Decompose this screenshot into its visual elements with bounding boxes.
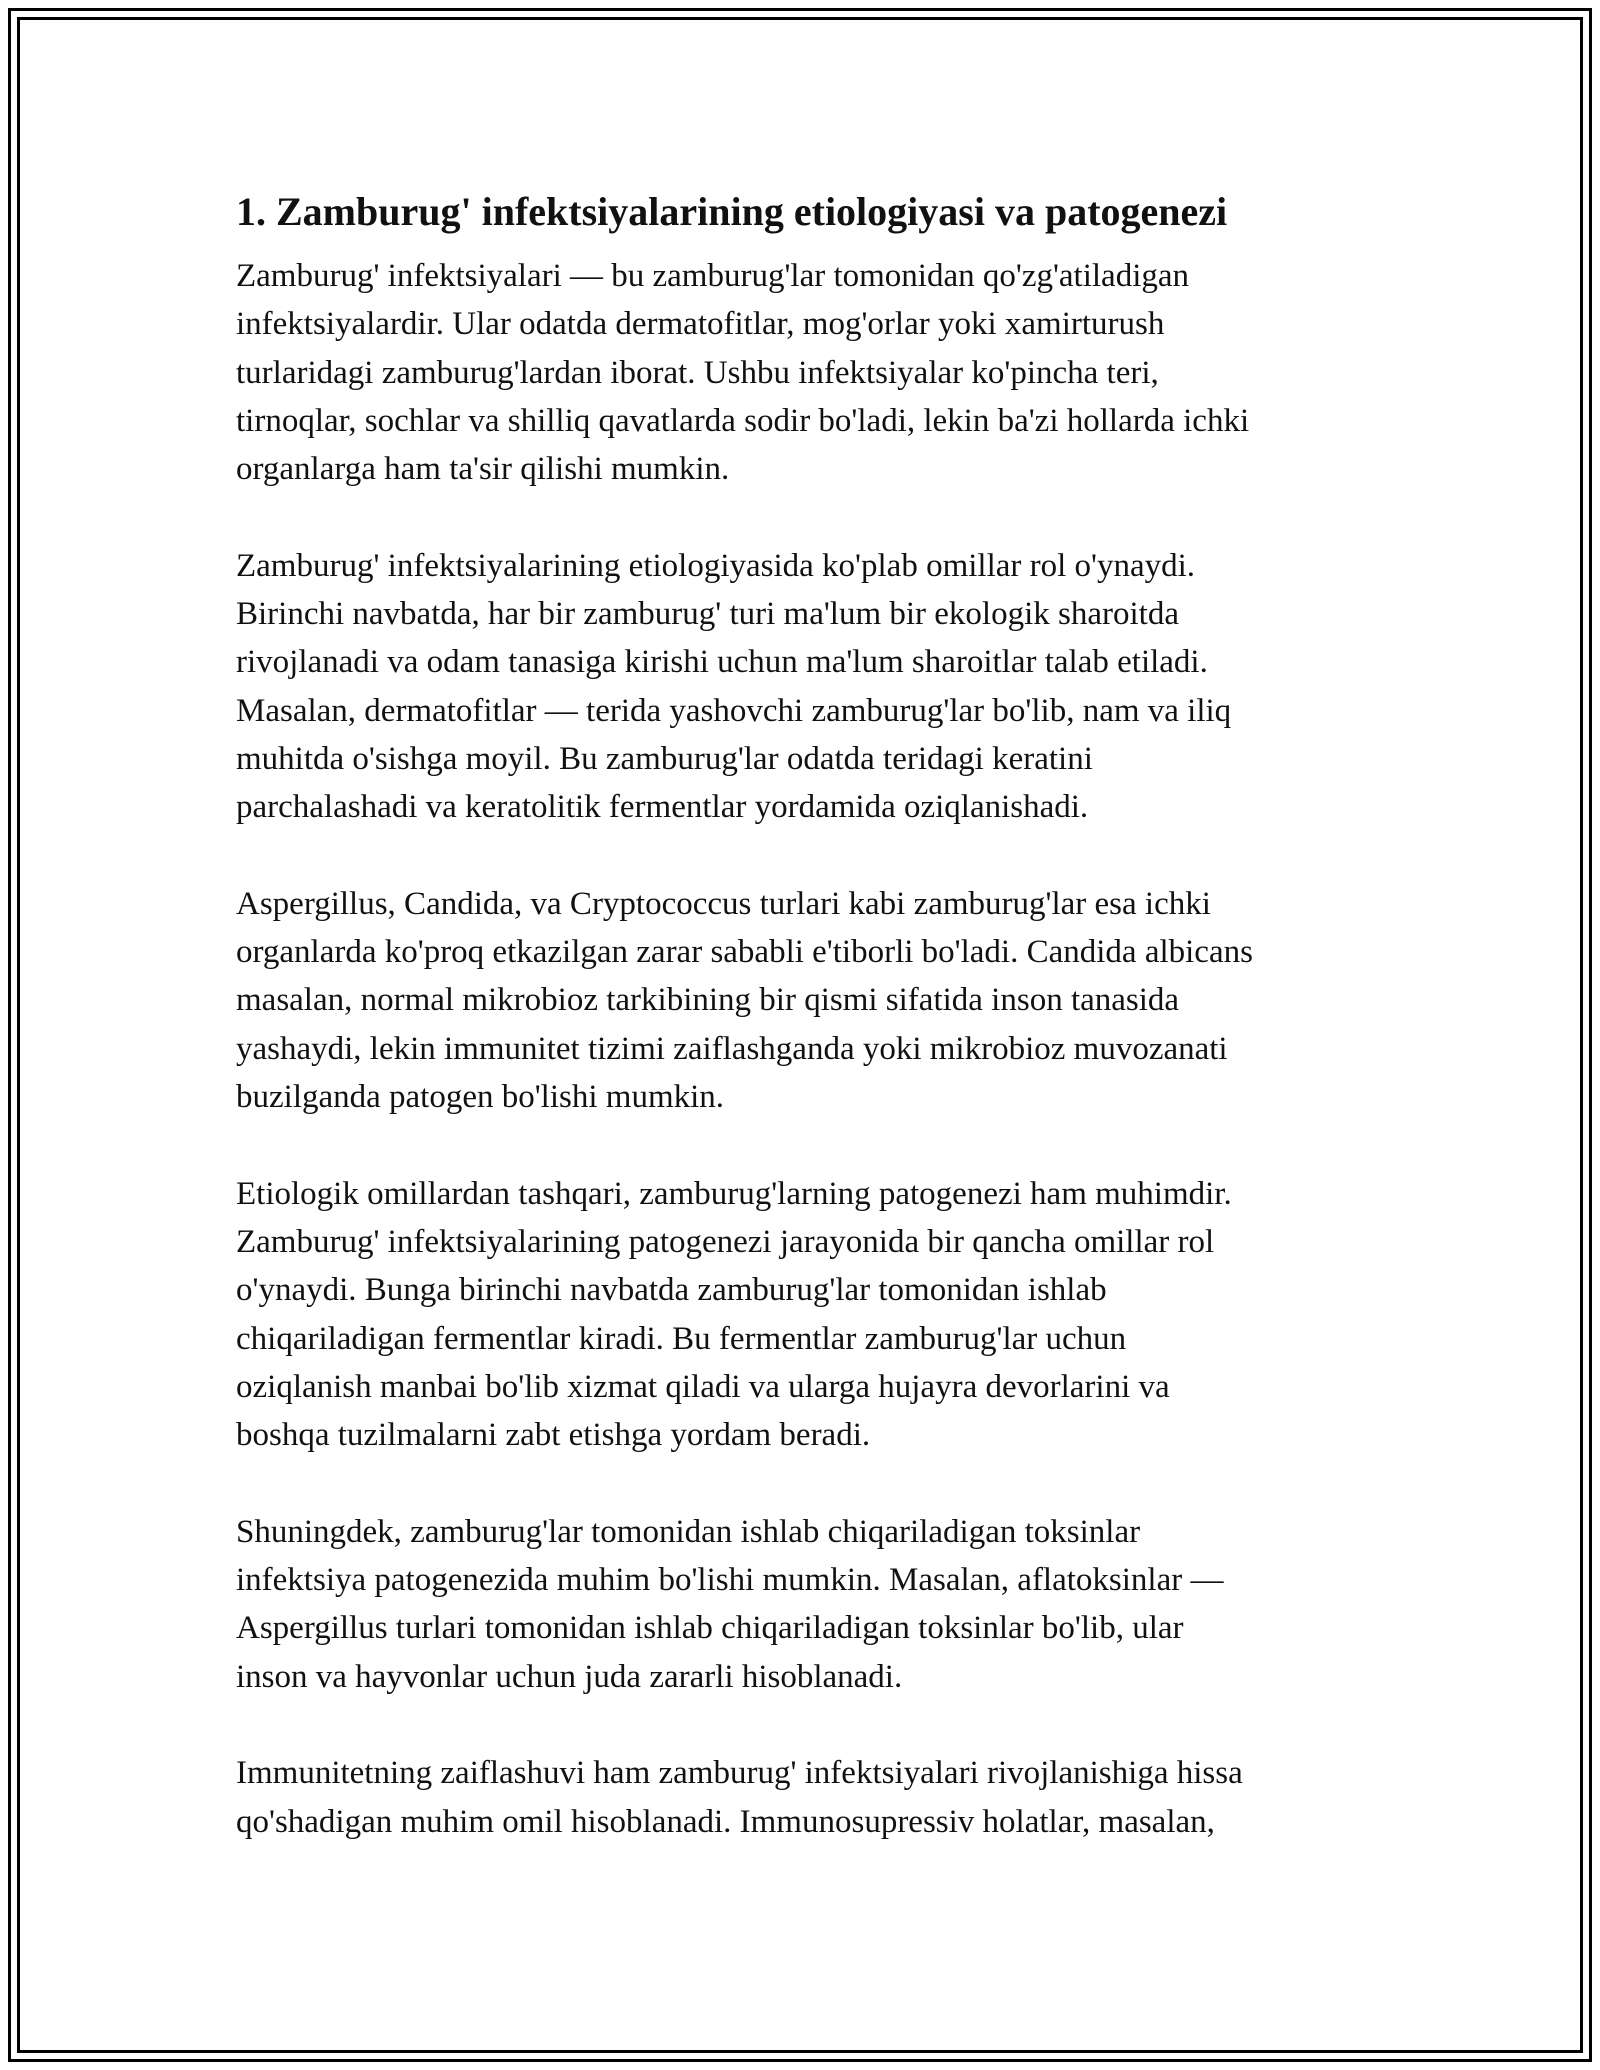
- text-line: Birinchi navbatda, har bir zamburug' turi ma'lum bir ekologik sharoitda: [236, 596, 1179, 633]
- paragraph-3: [236, 880, 1376, 1121]
- text-line: infektsiyalardir. Ular odatda dermatofitlar, mog'orlar yoki xamirturush: [236, 306, 1165, 343]
- text-line: organlarda ko'proq etkazilgan zarar sababli e'tiborli bo'ladi. Candida albicans: [236, 934, 1253, 971]
- text-line: Immunitetning zaiflashuvi ham zamburug' infektsiyalari rivojlanishiga hissa: [236, 1755, 1243, 1792]
- text-line: organlarga ham ta'sir qilishi mumkin.: [236, 451, 730, 488]
- paragraph-6: [236, 1749, 1376, 1846]
- paragraph-4: [236, 1170, 1376, 1460]
- text-line: masalan, normal mikrobioz tarkibining bir qismi sifatida inson tanasida: [236, 982, 1180, 1019]
- text-line: Aspergillus turlari tomonidan ishlab chiqariladigan toksinlar bo'lib, ular: [236, 1610, 1184, 1647]
- text-line: Zamburug' infektsiyalarining etiologiyasida ko'plab omillar rol o'ynaydi.: [236, 547, 1196, 584]
- text-line: buzilganda patogen bo'lishi mumkin.: [236, 1079, 725, 1116]
- text-line: Zamburug' infektsiyalarining patogenezi jarayonida bir qancha omillar rol: [236, 1223, 1215, 1260]
- text-line: parchalashadi va keratolitik fermentlar yordamida oziqlanishadi.: [236, 789, 1089, 826]
- text-line: yashaydi, lekin immunitet tizimi zaiflashganda yoki mikrobioz muvozanati: [236, 1030, 1228, 1067]
- document-body: [236, 184, 1376, 1894]
- text-line: oziqlanish manbai bo'lib xizmat qiladi va ularga hujayra devorlarini va: [236, 1368, 1170, 1405]
- text-line: rivojlanadi va odam tanasiga kirishi uchun ma'lum sharoitlar talab etiladi.: [236, 644, 1208, 681]
- text-line: infektsiya patogenezida muhim bo'lishi mumkin. Masalan, aflatoksinlar —: [236, 1562, 1224, 1599]
- paragraph-1: [236, 252, 1376, 493]
- text-line: turlaridagi zamburug'lardan iborat. Ushbu infektsiyalar ko'pincha teri,: [236, 354, 1159, 391]
- text-line: Shuningdek, zamburug'lar tomonidan ishlab chiqariladigan toksinlar: [236, 1513, 1141, 1550]
- text-line: Masalan, dermatofitlar — terida yashovchi zamburug'lar bo'lib, nam va iliq: [236, 692, 1232, 729]
- text-line: qo'shadigan muhim omil hisoblanadi. Immunosupressiv holatlar, masalan,: [236, 1803, 1215, 1840]
- text-line: Aspergillus, Candida, va Cryptococcus turlari kabi zamburug'lar esa ichki: [236, 885, 1211, 922]
- text-line: Etiologik omillardan tashqari, zamburug'larning patogenezi ham muhimdir.: [236, 1175, 1232, 1212]
- paragraph-5: [236, 1508, 1376, 1701]
- text-line: o'ynaydi. Bunga birinchi navbatda zamburug'lar tomonidan ishlab: [236, 1272, 1107, 1309]
- paragraph-2: [236, 542, 1376, 832]
- text-line: boshqa tuzilmalarni zabt etishga yordam beradi.: [236, 1417, 871, 1454]
- text-line: Zamburug' infektsiyalari — bu zamburug'lar tomonidan qo'zg'atiladigan: [236, 258, 1190, 294]
- text-line: muhitda o'sishga moyil. Bu zamburug'lar odatda teridagi keratini: [236, 740, 1093, 777]
- text-line: tirnoqlar, sochlar va shilliq qavatlarda sodir bo'ladi, lekin ba'zi hollarda ichki: [236, 402, 1250, 439]
- text-line: inson va hayvonlar uchun juda zararli hisoblanadi.: [236, 1658, 903, 1695]
- text-line: chiqariladigan fermentlar kiradi. Bu fermentlar zamburug'lar uchun: [236, 1320, 1127, 1357]
- section-heading: 1. Zamburug' infektsiyalarining etiologiyasi va patogenezi: [236, 189, 1228, 234]
